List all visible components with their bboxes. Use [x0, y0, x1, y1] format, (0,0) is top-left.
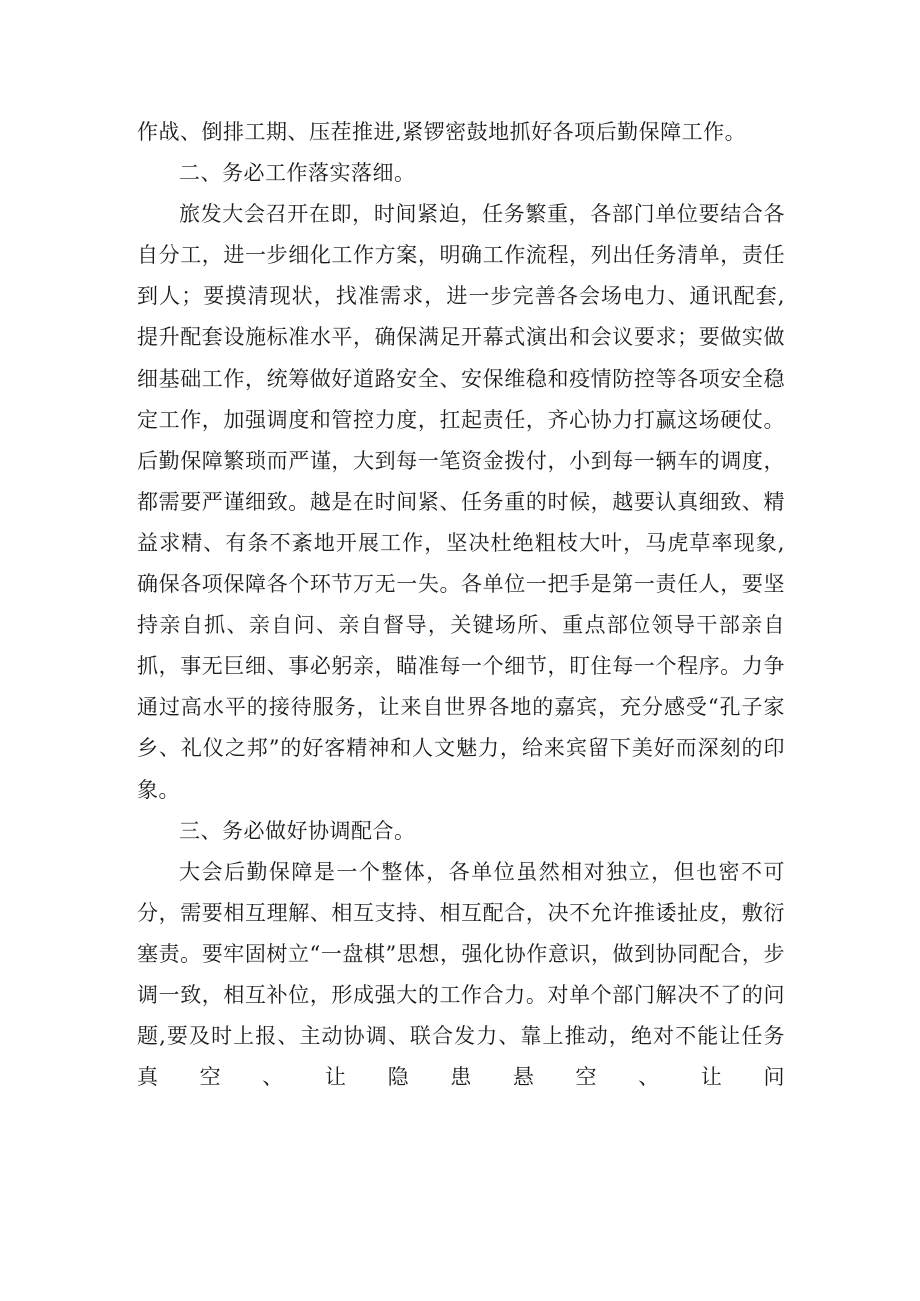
continuation-paragraph: 作战、倒排工期、压茬推进,紧锣密鼓地抓好各项后勤保障工作。 [137, 120, 747, 144]
document-body [137, 112, 785, 1098]
section-3-heading: 三、务必做好协调配合。 [179, 818, 416, 843]
section-2-paragraph: 旅发大会召开在即，时间紧迫，任务繁重，各部门单位要结合各自分工，进一步细化工作方案，明确工作流程，列出任务清单，责任到人；要摸清现状，找准需求，进一步完善各会场电力、通讯配套,提升配套设施标准水平，确保满足开幕式演出和会议要求；要做实做细基础工作，统筹做好道路安全、安保维稳和疫情防控等各项安全稳定工作，加强调度和管控力度，扛起责任，齐心协力打赢这场硬仗。后勤保障繁琐而严谨，大到每一笔资金拨付，小到每一辆车的调度，都需要严谨细致。越是在时间紧、任务重的时候，越要认真细致、精益求精、有条不紊地开展工作，坚决杜绝粗枝大叶，马虎草率现象,确保各项保障各个环节万无一失。各单位一把手是第一责任人，要坚持亲自抓、亲自问、亲自督导，关键场所、重点部位领导干部亲自抓，事无巨细、事必躬亲，瞄准每一个细节，盯住每一个程序。力争通过高水平的接待服务，让来自世界各地的嘉宾，充分感受“孔子家乡、礼仪之邦”的好客精神和人文魅力，给来宾留下美好而深刻的印象。 [137, 202, 785, 802]
section-2-heading: 二、务必工作落实落细。 [179, 161, 416, 186]
section-3-paragraph: 大会后勤保障是一个整体，各单位虽然相对独立，但也密不可分，需要相互理解、相互支持、相互配合，决不允许推诿扯皮，敷衍塞责。要牢固树立“一盘棋”思想，强化协作意识，做到协同配合，步调一致，相互补位，形成强大的工作合力。对单个部门解决不了的问题,要及时上报、主动协调、联合发力、靠上推动，绝对不能让任务真空、让隐患悬空、让问 [137, 859, 785, 1090]
